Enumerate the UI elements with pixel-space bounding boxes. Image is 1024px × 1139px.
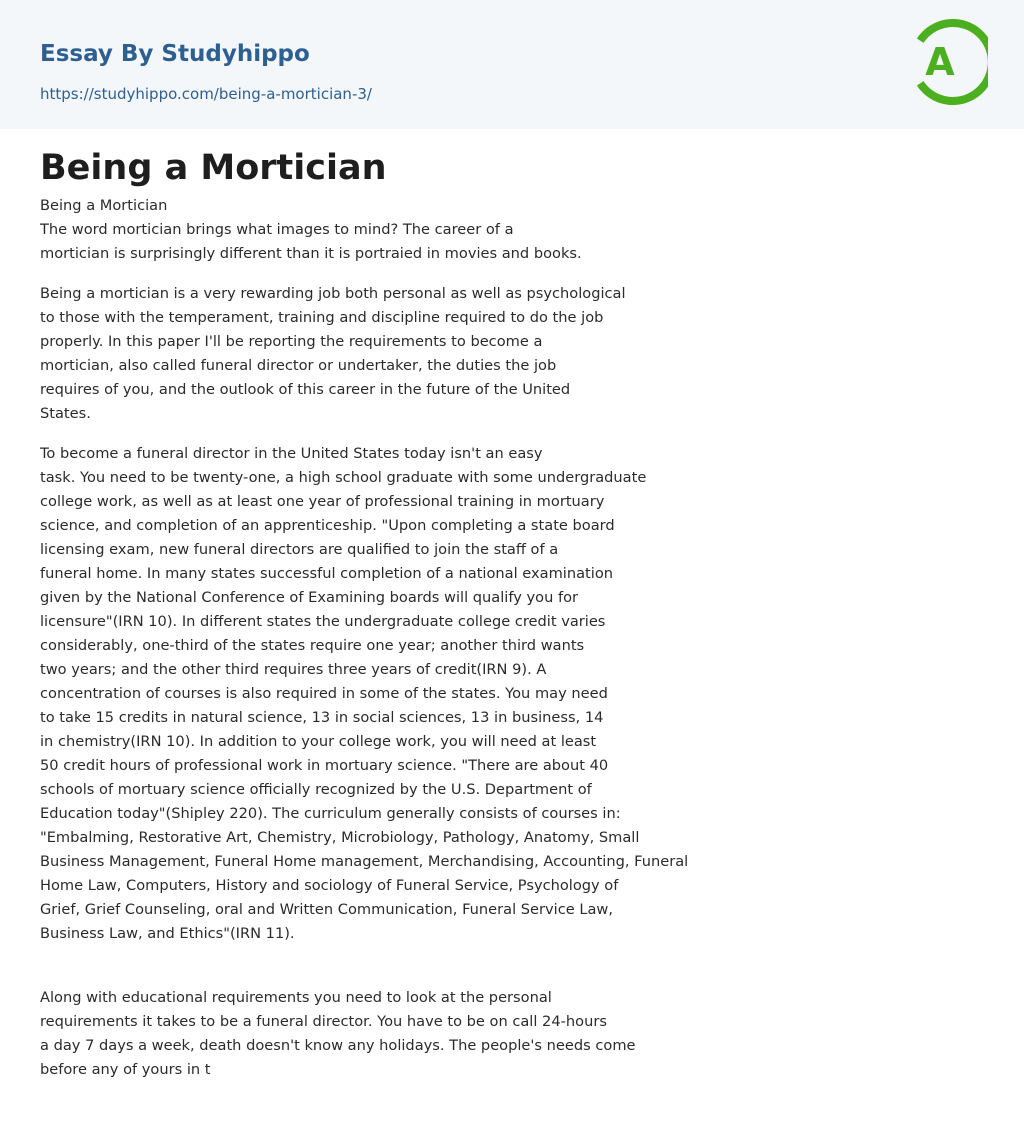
text-line: two years; and the other third requires three years of credit(IRN 9). A [40,661,547,678]
text-line: States. [40,405,91,422]
source-url-link[interactable]: https://studyhippo.com/being-a-mortician-3/ [40,85,372,103]
paragraph [40,282,800,426]
text-line: requires of you, and the outlook of this career in the future of the United [40,381,571,398]
text-line: Being a mortician is a very rewarding job both personal as well as psychological [40,285,626,302]
text-line: funeral home. In many states successful completion of a national examination [40,565,614,582]
text-line: Grief, Grief Counseling, oral and Written Communication, Funeral Service Law, [40,901,614,918]
text-line: The word mortician brings what images to mind? The career of a [40,221,514,238]
text-line: to those with the temperament, training and discipline required to do the job [40,309,604,326]
logo-letter: A [925,40,955,84]
text-line: Along with educational requirements you need to look at the personal [40,989,552,1006]
text-line: Business Management, Funeral Home management, Merchandising, Accounting, Funeral [40,853,689,870]
text-line: task. You need to be twenty-one, a high school graduate with some undergraduate [40,469,647,486]
text-line: college work, as well as at least one year of professional training in mortuary [40,493,605,510]
text-line: "Embalming, Restorative Art, Chemistry, Microbiology, Pathology, Anatomy, Small [40,829,640,846]
page-title: Being a Mortician [40,148,387,188]
brand-title[interactable]: Essay By Studyhippo [40,41,310,67]
text-line: science, and completion of an apprenticeship. "Upon completing a state board [40,517,615,534]
text-line: schools of mortuary science officially recognized by the U.S. Department of [40,781,592,798]
text-line: requirements it takes to be a funeral director. You have to be on call 24-hours [40,1013,607,1030]
text-line: Being a Mortician [40,197,168,214]
text-line: To become a funeral director in the United States today isn't an easy [40,445,543,462]
text-line: mortician, also called funeral director or undertaker, the duties the job [40,357,557,374]
site-header [0,0,1024,129]
text-line: licensure"(IRN 10). In different states the undergraduate college credit varies [40,613,606,630]
text-line: before any of yours in t [40,1061,211,1078]
text-line: Home Law, Computers, History and sociology of Funeral Service, Psychology of [40,877,619,894]
text-line: Education today"(Shipley 220). The curriculum generally consists of courses in: [40,805,621,822]
paragraph [40,194,800,266]
text-line: concentration of courses is also required in some of the states. You may need [40,685,608,702]
text-line: mortician is surprisingly different than it is portraied in movies and books. [40,245,582,262]
text-line: licensing exam, new funeral directors are qualified to join the staff of a [40,541,559,558]
text-line: in chemistry(IRN 10). In addition to your college work, you will need at least [40,733,597,750]
text-line: 50 credit hours of professional work in mortuary science. "There are about 40 [40,757,609,774]
text-line: to take 15 credits in natural science, 13 in social sciences, 13 in business, 14 [40,709,604,726]
text-line: properly. In this paper I'll be reporting the requirements to become a [40,333,543,350]
paragraph [40,986,800,1082]
text-line: given by the National Conference of Examining boards will qualify you for [40,589,579,606]
essay-body [40,194,800,1098]
text-line: considerably, one-third of the states require one year; another third wants [40,637,585,654]
text-line: Business Law, and Ethics"(IRN 11). [40,925,295,942]
text-line: a day 7 days a week, death doesn't know any holidays. The people's needs come [40,1037,636,1054]
studyhippo-logo-icon[interactable] [910,18,988,106]
paragraph [40,442,800,946]
